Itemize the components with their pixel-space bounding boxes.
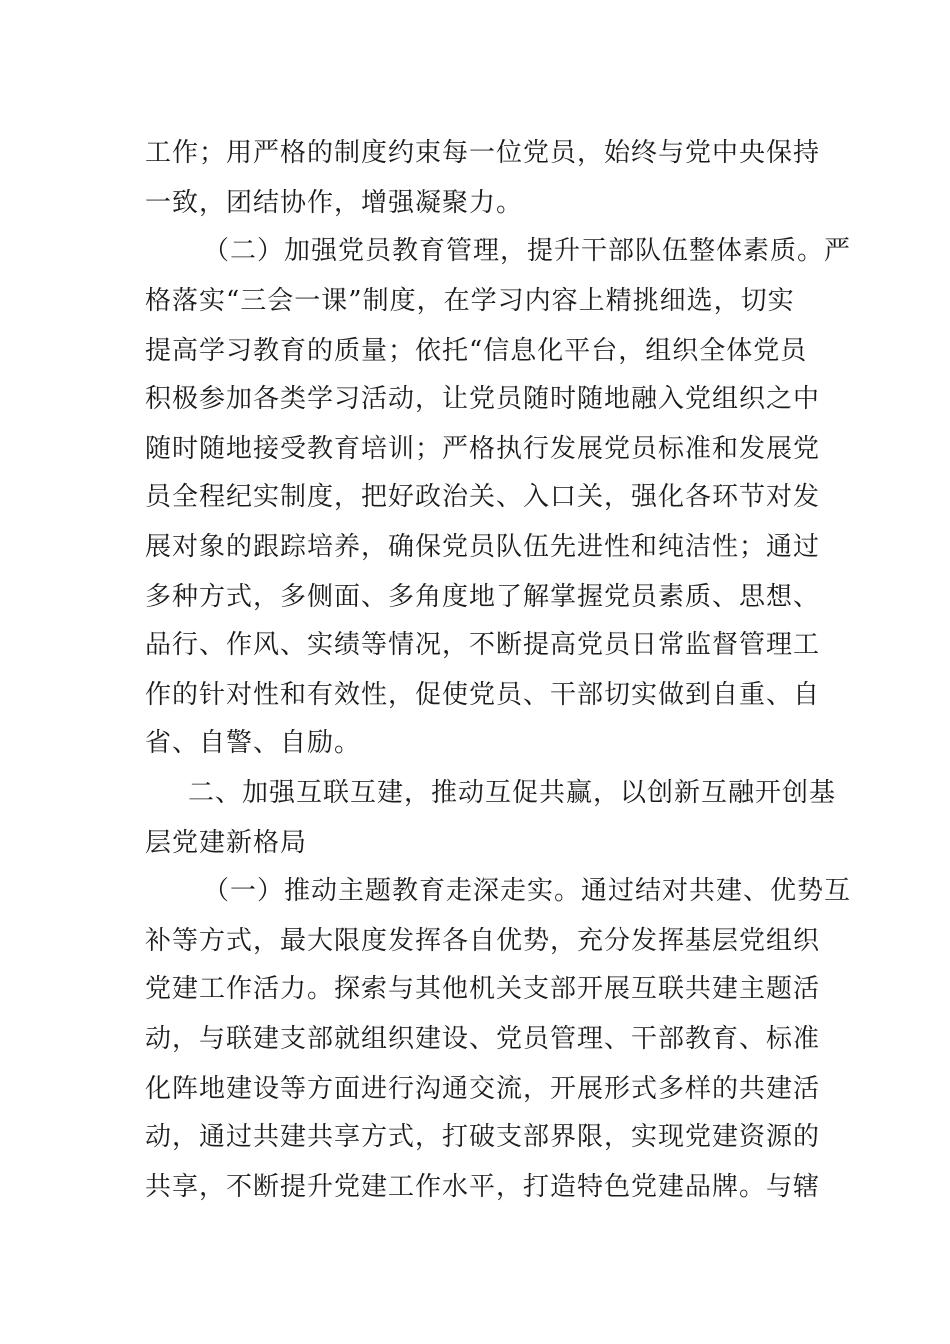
text-line: 展对象的跟踪培养，确保党员队伍先进性和纯洁性；通过 (145, 532, 821, 562)
text-line: 提高学习教育的质量；依托“信息化平台，组织全体党员 (145, 336, 808, 366)
section-heading: 二、加强互联互建，推动互促共赢，以创新互融开创基 (188, 778, 837, 808)
text-line: 工作；用严格的制度约束每一位党员，始终与党中央保持 (145, 138, 821, 168)
paragraph-heading: （二）加强党员教育管理，提升干部队伍整体素质。严 (203, 236, 852, 266)
text-line: 党建工作活力。探索与其他机关支部开展互联共建主题活 (145, 974, 821, 1004)
text-line: 补等方式，最大限度发挥各自优势，充分发挥基层党组织 (145, 926, 821, 956)
text-line: 员全程纪实制度，把好政治关、入口关，强化各环节对发 (145, 482, 821, 512)
section-heading-continued: 层党建新格局 (145, 828, 308, 858)
text-line: 动，与联建支部就组织建设、党员管理、干部教育、标准 (145, 1024, 821, 1054)
text-line: 随时随地接受教育培训；严格执行发展党员标准和发展党 (145, 434, 821, 464)
text-line: 省、自警、自励。 (145, 728, 362, 758)
text-line: 品行、作风、实绩等情况，不断提高党员日常监督管理工 (145, 630, 821, 660)
text-line: 共享，不断提升党建工作水平，打造特色党建品牌。与辖 (145, 1172, 821, 1202)
text-line: 化阵地建设等方面进行沟通交流，开展形式多样的共建活 (145, 1074, 821, 1104)
text-line: 动，通过共建共享方式，打破支部界限，实现党建资源的 (145, 1122, 821, 1152)
text-line: 作的针对性和有效性，促使党员、干部切实做到自重、自 (145, 680, 821, 710)
text-line: 格落实“三会一课”制度，在学习内容上精挑细选，切实 (145, 286, 795, 316)
paragraph-heading: （一）推动主题教育走深走实。通过结对共建、优势互 (203, 876, 852, 906)
text-line: 多种方式，多侧面、多角度地了解掌握党员素质、思想、 (145, 582, 821, 612)
text-line: 一致，团结协作，增强凝聚力。 (145, 188, 524, 218)
text-line: 积极参加各类学习活动，让党员随时随地融入党组织之中 (145, 384, 821, 414)
